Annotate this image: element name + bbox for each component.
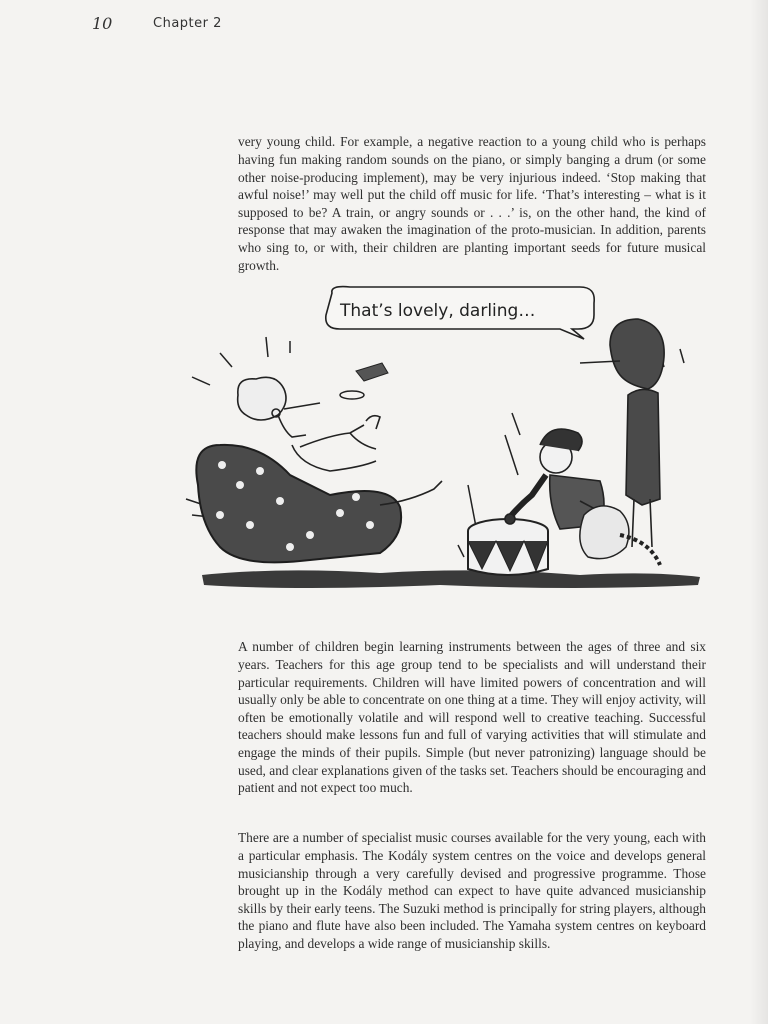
drum bbox=[468, 519, 548, 575]
ground-shadow bbox=[202, 570, 700, 588]
page-number: 10 bbox=[92, 14, 113, 33]
paragraph-2: A number of children begin learning instruments between the ages of three and six years. Teachers for this age group tend to be specialists and will understand their particular requirements. Children will have limited powers of concentration and will usually only be able to concentrate on one thing at a time. They will enjoy activity, will often be emotionally volatile and will respond well to creative teaching. Successful teachers should make lessons fun and full of varying activities that will stimulate and engage the minds of their pupils. Simple (but never patronizing) language should be used, and clear explanations given of the tasks set. Teachers should be encouraging and patient and not expect too much. bbox=[238, 639, 706, 796]
speech-bubble-text: That’s lovely, darling… bbox=[340, 301, 536, 321]
cat bbox=[580, 506, 660, 565]
speech-bubble bbox=[326, 287, 594, 339]
paragraph-1: very young child. For example, a negative reaction to a young child who is perhaps having fun making random sounds on the piano, or simply banging a drum (or some other noise-producing implement), may be very injurious indeed. ‘Stop making that awful noise!’ may well put the child off music for life. ‘That’s interesting – what is it supposed to be? A train, or angry sounds or . . .’ is, on the other hand, the kind of response that may awaken the imagination of the proto-musician. In addition, parents who sing to, or with, their children are planting important seeds for future musical growth. bbox=[238, 134, 706, 273]
chapter-title: Chapter 2 bbox=[153, 16, 222, 31]
running-header bbox=[0, 14, 768, 38]
flying-cake bbox=[356, 363, 388, 381]
page-edge-shadow bbox=[750, 0, 768, 1024]
cartoon-illustration bbox=[180, 285, 705, 597]
flying-plate bbox=[340, 391, 364, 399]
paragraph-3: There are a number of specialist music courses available for the very young, each with a particular emphasis. The Kodály system centres on the voice and develops general musicianship through a very carefully devised and progressive programme. Those brought up in the Kodály method can expect to have quite advanced musicianship skills by their early teens. The Suzuki method is principally for string players, although the piano and flute have also been included. The Yamaha system centres on keyboard playing, and develops a wide range of musicianship skills. bbox=[238, 830, 706, 951]
